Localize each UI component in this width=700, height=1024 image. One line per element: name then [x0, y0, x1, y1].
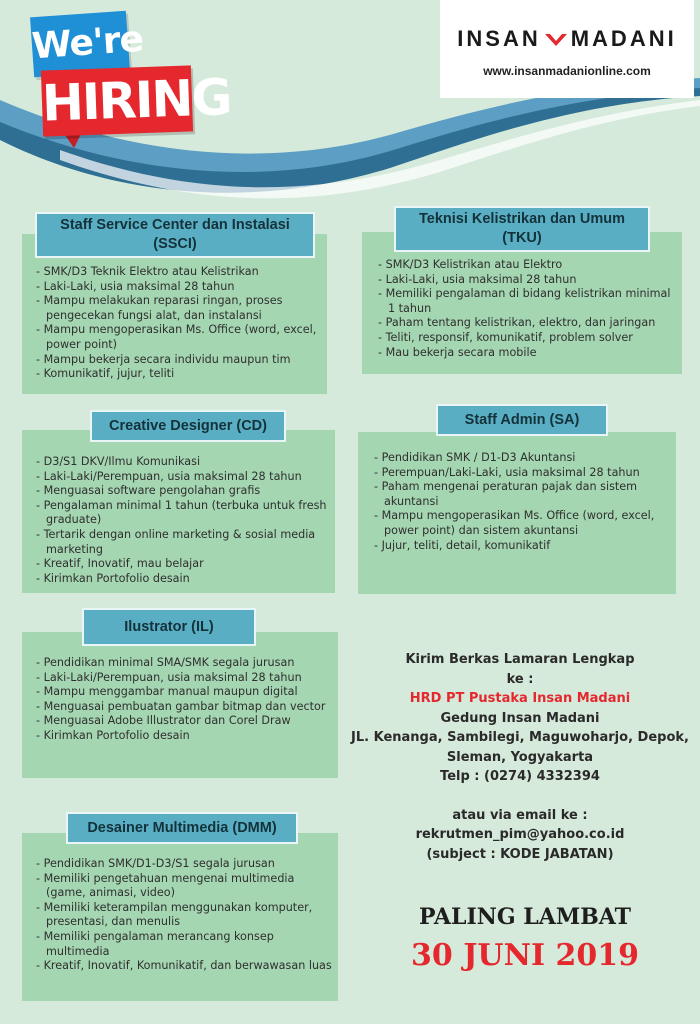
job-code-text: (SSCI) — [153, 236, 197, 252]
list-item: - Menguasai Adobe Illustrator dan Corel Draw — [36, 714, 336, 729]
list-item: - Laki-Laki, usia maksimal 28 tahun — [378, 273, 678, 288]
were-badge: We're — [30, 11, 130, 78]
deadline-label: PALING LAMBAT — [418, 904, 632, 930]
list-item: - Komunikatif, jujur, teliti — [36, 367, 326, 382]
contact-block — [350, 650, 690, 864]
list-item: - Pendidikan SMK / D1-D3 Akuntansi — [374, 451, 674, 466]
contact-building: Gedung Insan Madani — [440, 710, 600, 726]
list-item: - Laki-Laki/Perempuan, usia maksimal 28 tahun — [36, 671, 336, 686]
list-item: - Memiliki keterampilan menggunakan komputer, presentasi, dan menulis — [36, 901, 334, 930]
list-item: - Pendidikan SMK/D1-D3/S1 segala jurusan — [36, 857, 334, 872]
job-title-cd — [90, 410, 286, 442]
contact-to: ke : — [506, 671, 534, 687]
job-title-text: Teknisi Kelistrikan dan Umum — [418, 211, 625, 227]
list-item: - Kirimkan Portofolio desain — [36, 729, 336, 744]
requirement-list-ssci — [36, 265, 326, 382]
logo-box — [440, 0, 694, 98]
website-url[interactable]: www.insanmadanionline.com — [483, 64, 651, 78]
logo-word-right: MADANI — [570, 26, 677, 51]
job-title-ssci — [35, 212, 315, 258]
list-item: - Mampu mengoperasikan Ms. Office (word, excel, power point) — [36, 323, 326, 352]
job-title-tku — [394, 206, 650, 252]
job-title-sa — [436, 404, 608, 436]
list-item: - Kreatif, Inovatif, Komunikatif, dan berwawasan luas — [36, 959, 334, 974]
job-title-dmm — [66, 812, 298, 844]
list-item: - SMK/D3 Kelistrikan atau Elektro — [378, 258, 678, 273]
contact-phone[interactable]: Telp : (0274) 4332394 — [440, 769, 600, 784]
contact-intro: Kirim Berkas Lamaran Lengkap — [405, 652, 635, 667]
company-logo — [440, 26, 694, 52]
contact-email-intro: atau via email ke : — [452, 807, 588, 823]
logo-word-left: INSAN — [457, 26, 541, 51]
list-item: - Memiliki pengalaman di bidang kelistrikan minimal 1 tahun — [378, 287, 678, 316]
deadline-date: 30 JUNI 2019 — [411, 938, 639, 973]
list-item: - Laki-Laki, usia maksimal 28 tahun — [36, 280, 326, 295]
job-code-text: (TKU) — [502, 230, 542, 246]
requirement-list-dmm — [36, 857, 334, 974]
contact-subject: (subject : KODE JABATAN) — [426, 846, 614, 862]
job-title-text: Staff Service Center dan Instalasi — [60, 217, 290, 233]
list-item: - D3/S1 DKV/Ilmu Komunikasi — [36, 455, 332, 470]
job-title-text: Ilustrator (IL) — [124, 618, 214, 635]
list-item: - Mampu mengoperasikan Ms. Office (word, excel, power point) dan sistem akuntansi — [374, 509, 674, 538]
list-item: - Mampu melakukan reparasi ringan, proses pengecekan fungsi alat, dan instalansi — [36, 294, 326, 323]
list-item: - Kirimkan Portofolio desain — [36, 572, 332, 587]
requirement-list-tku — [378, 258, 678, 360]
contact-address-2: Sleman, Yogyakarta — [446, 749, 594, 765]
list-item: - Jujur, teliti, detail, komunikatif — [374, 539, 674, 554]
list-item: - Tertarik dengan online marketing & sosial media marketing — [36, 528, 332, 557]
list-item: - Memiliki pengalaman merancang konsep multimedia — [36, 930, 334, 959]
list-item: - Teliti, responsif, komunikatif, problem solver — [378, 331, 678, 346]
contact-email[interactable]: rekrutmen_pim@yahoo.co.id — [415, 827, 625, 842]
contact-company: HRD PT Pustaka Insan Madani — [409, 691, 631, 706]
list-item: - Perempuan/Laki-Laki, usia maksimal 28 tahun — [374, 466, 674, 481]
list-item: - Mampu bekerja secara individu maupun tim — [36, 353, 326, 368]
hiring-badge: HIRING — [41, 65, 193, 136]
requirement-list-il — [36, 656, 336, 744]
list-item: - Paham mengenai peraturan pajak dan sistem akuntansi — [374, 480, 674, 509]
list-item: - Mau bekerja secara mobile — [378, 346, 678, 361]
list-item: - Pendidikan minimal SMA/SMK segala jurusan — [36, 656, 336, 671]
list-item: - Laki-Laki/Perempuan, usia maksimal 28 tahun — [36, 470, 332, 485]
list-item: - Menguasai pembuatan gambar bitmap dan vector — [36, 700, 336, 715]
list-item: - Menguasai software pengolahan grafis — [36, 484, 332, 499]
job-title-text: Staff Admin (SA) — [464, 411, 580, 428]
list-item: - Pengalaman minimal 1 tahun (terbuka untuk fresh graduate) — [36, 499, 332, 528]
list-item: - Kreatif, Inovatif, mau belajar — [36, 557, 332, 572]
list-item: - Memiliki pengetahuan mengenai multimedia (game, animasi, video) — [36, 872, 334, 901]
requirement-list-cd — [36, 455, 332, 586]
requirement-list-sa — [374, 451, 674, 553]
job-title-text: Creative Designer (CD) — [109, 417, 267, 434]
job-title-il — [82, 608, 256, 646]
contact-address-1: JL. Kenanga, Sambilegi, Maguwoharjo, Depok, — [351, 730, 689, 745]
list-item: - SMK/D3 Teknik Elektro atau Kelistrikan — [36, 265, 326, 280]
job-title-text: Desainer Multimedia (DMM) — [87, 819, 277, 836]
logo-mark-icon — [543, 32, 569, 48]
list-item: - Mampu menggambar manual maupun digital — [36, 685, 336, 700]
list-item: - Paham tentang kelistrikan, elektro, dan jaringan — [378, 316, 678, 331]
